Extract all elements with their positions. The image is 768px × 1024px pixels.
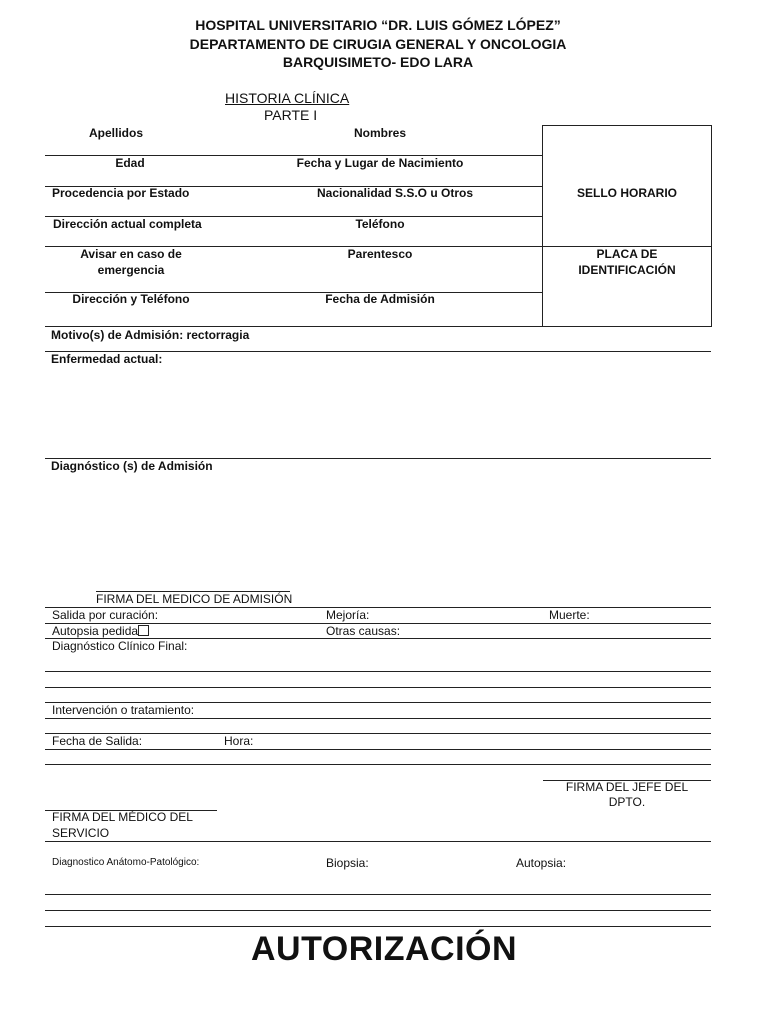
mejoria-label: Mejoría: [326, 608, 370, 622]
pathology-line-2 [45, 910, 711, 911]
intervencion-label: Intervención o tratamiento: [52, 703, 195, 717]
city-state: BARQUISIMETO- EDO LARA [282, 54, 474, 70]
biopsia-label: Biopsia: [326, 856, 369, 870]
parentesco-label: Parentesco [347, 247, 413, 261]
apellidos-label: Apellidos [88, 126, 143, 140]
side-box-right-border [711, 125, 712, 327]
avisar-line2: emergencia [97, 263, 165, 277]
firma-jefe-line2: DPTO. [608, 795, 646, 809]
fecha-admision-label: Fecha de Admisión [325, 292, 435, 306]
autopsia-checkbox[interactable] [138, 625, 149, 636]
placa-line2: IDENTIFICACIÓN [578, 263, 676, 277]
side-box-top-border [543, 125, 711, 126]
autopsia-pedida-label: Autopsia pedida [52, 624, 139, 638]
edad-label: Edad [115, 156, 145, 170]
otras-causas-label: Otras causas: [326, 624, 401, 638]
telefono-label: Teléfono [355, 217, 405, 231]
hora-label: Hora: [224, 734, 254, 748]
discharge-line-4 [45, 687, 711, 688]
direccion-actual-label: Dirección actual completa [53, 217, 202, 231]
autopsia-label: Autopsia: [516, 856, 567, 870]
firma-medico-line2: SERVICIO [52, 826, 110, 840]
muerte-label: Muerte: [549, 608, 590, 622]
firma-medico-line1: FIRMA DEL MÉDICO DEL [52, 810, 193, 824]
placa-line1: PLACA DE [596, 247, 658, 261]
discharge-line-9 [45, 764, 711, 765]
diagnostico-ap-label: Diagnostico Anátomo-Patológico: [52, 857, 200, 868]
discharge-line-6 [45, 718, 711, 719]
form-subtitle: PARTE I [264, 107, 318, 123]
autorizacion-heading: AUTORIZACIÓN [250, 930, 518, 968]
avisar-line1: Avisar en caso de [80, 247, 182, 261]
diagnostico-final-label: Diagnóstico Clínico Final: [52, 639, 188, 653]
nombres-label: Nombres [353, 126, 406, 140]
discharge-line-8 [45, 749, 711, 750]
discharge-line-7 [45, 733, 711, 734]
fecha-salida-label: Fecha de Salida: [52, 734, 143, 748]
motivo-admision: Motivo(s) de Admisión: rectorragia [51, 328, 250, 342]
pathology-line-1 [45, 894, 711, 895]
direccion-telefono-label: Dirección y Teléfono [72, 292, 190, 306]
fecha-lugar-nacimiento-label: Fecha y Lugar de Nacimiento [296, 156, 464, 170]
row-line-6 [45, 326, 711, 327]
nacionalidad-label: Nacionalidad S.S.O u Otros [316, 186, 474, 200]
signature-bottom-line [45, 841, 711, 842]
firma-jefe-line1: FIRMA DEL JEFE DEL [565, 780, 689, 794]
diagnostico-admision-label: Diagnóstico (s) de Admisión [51, 459, 213, 473]
discharge-line-3 [45, 671, 711, 672]
department-name: DEPARTAMENTO DE CIRUGIA GENERAL Y ONCOLOGIA [189, 36, 567, 52]
pathology-line-3 [45, 926, 711, 927]
salida-curacion-label: Salida por curación: [52, 608, 159, 622]
procedencia-label: Procedencia por Estado [52, 186, 190, 200]
autopsia-pedida-row [52, 624, 149, 638]
enfermedad-actual-label: Enfermedad actual: [51, 352, 163, 366]
firma-medico-admision-label: FIRMA DEL MEDICO DE ADMISIÓN [96, 592, 293, 606]
hospital-name: HOSPITAL UNIVERSITARIO “DR. LUIS GÓMEZ LÓPEZ” [195, 17, 561, 33]
form-title: HISTORIA CLÍNICA [225, 90, 350, 106]
sello-horario-label: SELLO HORARIO [576, 186, 677, 200]
